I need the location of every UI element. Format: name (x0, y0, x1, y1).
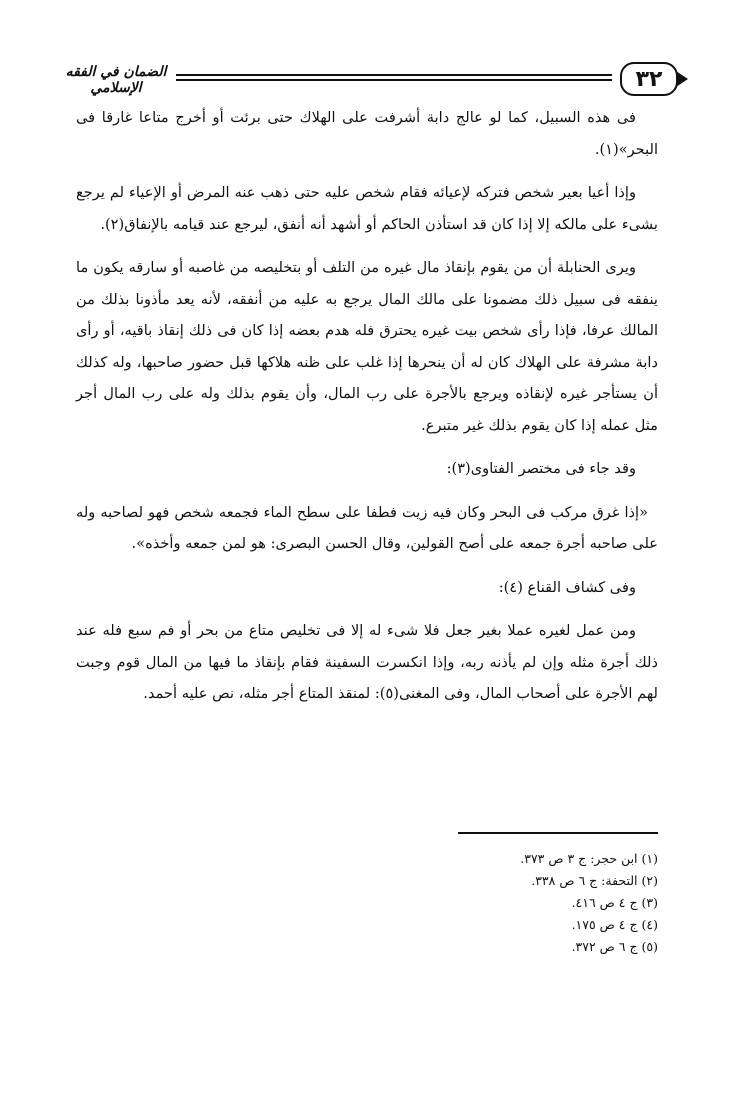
header-rule (176, 74, 612, 81)
footnote: (٤) ج ٤ ص ١٧٥. (571, 917, 658, 932)
paragraph: وإذا أعيا بعير شخص فتركه لإعيائه فقام شخص عليه حتى ذهب عنه المرض أو الإعياء لم يرجع بشىء على مالكه إلا إذا كان قد استأذن الحاكم أو أشهد أنه أنفق، ليرجع عند قيامه بالإنفاق(٢). (76, 184, 658, 233)
paragraph: ومن عمل لغيره عملا بغير جعل فلا شىء له إلا فى تخليص متاع من بحر أو فم سبع فله عند ذلك أجرة مثله وإن لم يأذنه ربه، وإذا انكسرت السفينة فقام بإنقاذ ما فيها من المال قوم وجبت لهم الأجرة على أصحاب المال، وفى المغنى(٥): لمنقذ المتاع أجر مثله، نص عليه أحمد. (76, 622, 658, 702)
footnote: (١) ابن حجر: ج ٣ ص ٣٧٣. (520, 851, 658, 866)
quotation: «إذا غرق مركب فى البحر وكان فيه زيت فطفا على سطح الماء فجمعه شخص فهو لصاحبه وله على صاحبه أجرة جمعه على أصح القولين، وقال الحسن البصرى: هو لمن جمعه وأخذه». (76, 503, 658, 552)
running-title: الضمان في الفقه الإسلامي (65, 64, 167, 96)
body-text (76, 102, 658, 722)
footnote-divider (458, 832, 658, 834)
footnote: (٥) ج ٦ ص ٣٧٢. (571, 939, 658, 954)
paragraph: وقد جاء فى مختصر الفتاوى(٣): (446, 460, 636, 477)
footnote: (٢) التحفة: ج ٦ ص ٣٣٨. (531, 873, 658, 888)
paragraph: فى هذه السبيل، كما لو عالج دابة أشرفت على الهلاك حتى برئت أو أخرج متاعا غارقا فى البحر»(١). (76, 109, 658, 158)
page-header (58, 60, 684, 94)
footnotes (330, 848, 658, 958)
paragraph: وفى كشاف القناع (٤): (498, 578, 636, 596)
footnote: (٣) ج ٤ ص ٤١٦. (571, 895, 658, 910)
page-number: ٣٢ (620, 62, 678, 96)
paragraph: ويرى الحنابلة أن من يقوم بإنقاذ مال غيره من التلف أو بتخليصه من غاصبه أو سارقه يكون ما ينفقه فى سبيل ذلك مضمونا على مالك المال يرجع به عليه من أنفقه، لأنه يعد مأذونا بذلك من المالك عرفا، فإذا رأى شخص بيت غيره يحترق فله هدم بعضه إذا كان فى ذلك إنقاذ باقيه، أو رأى دابة مشرفة على الهلاك كان له أن ينحرها إذا غلب على ظنه هلاكها قبل حضور صاحبها، وله كذلك أن يستأجر غيره لإنقاذه ويرجع بالأجرة على رب المال، وأن يقوم بذلك وله على رب المال أجر مثل عمله إذا كان يقوم بذلك غير متبرع. (76, 259, 658, 434)
